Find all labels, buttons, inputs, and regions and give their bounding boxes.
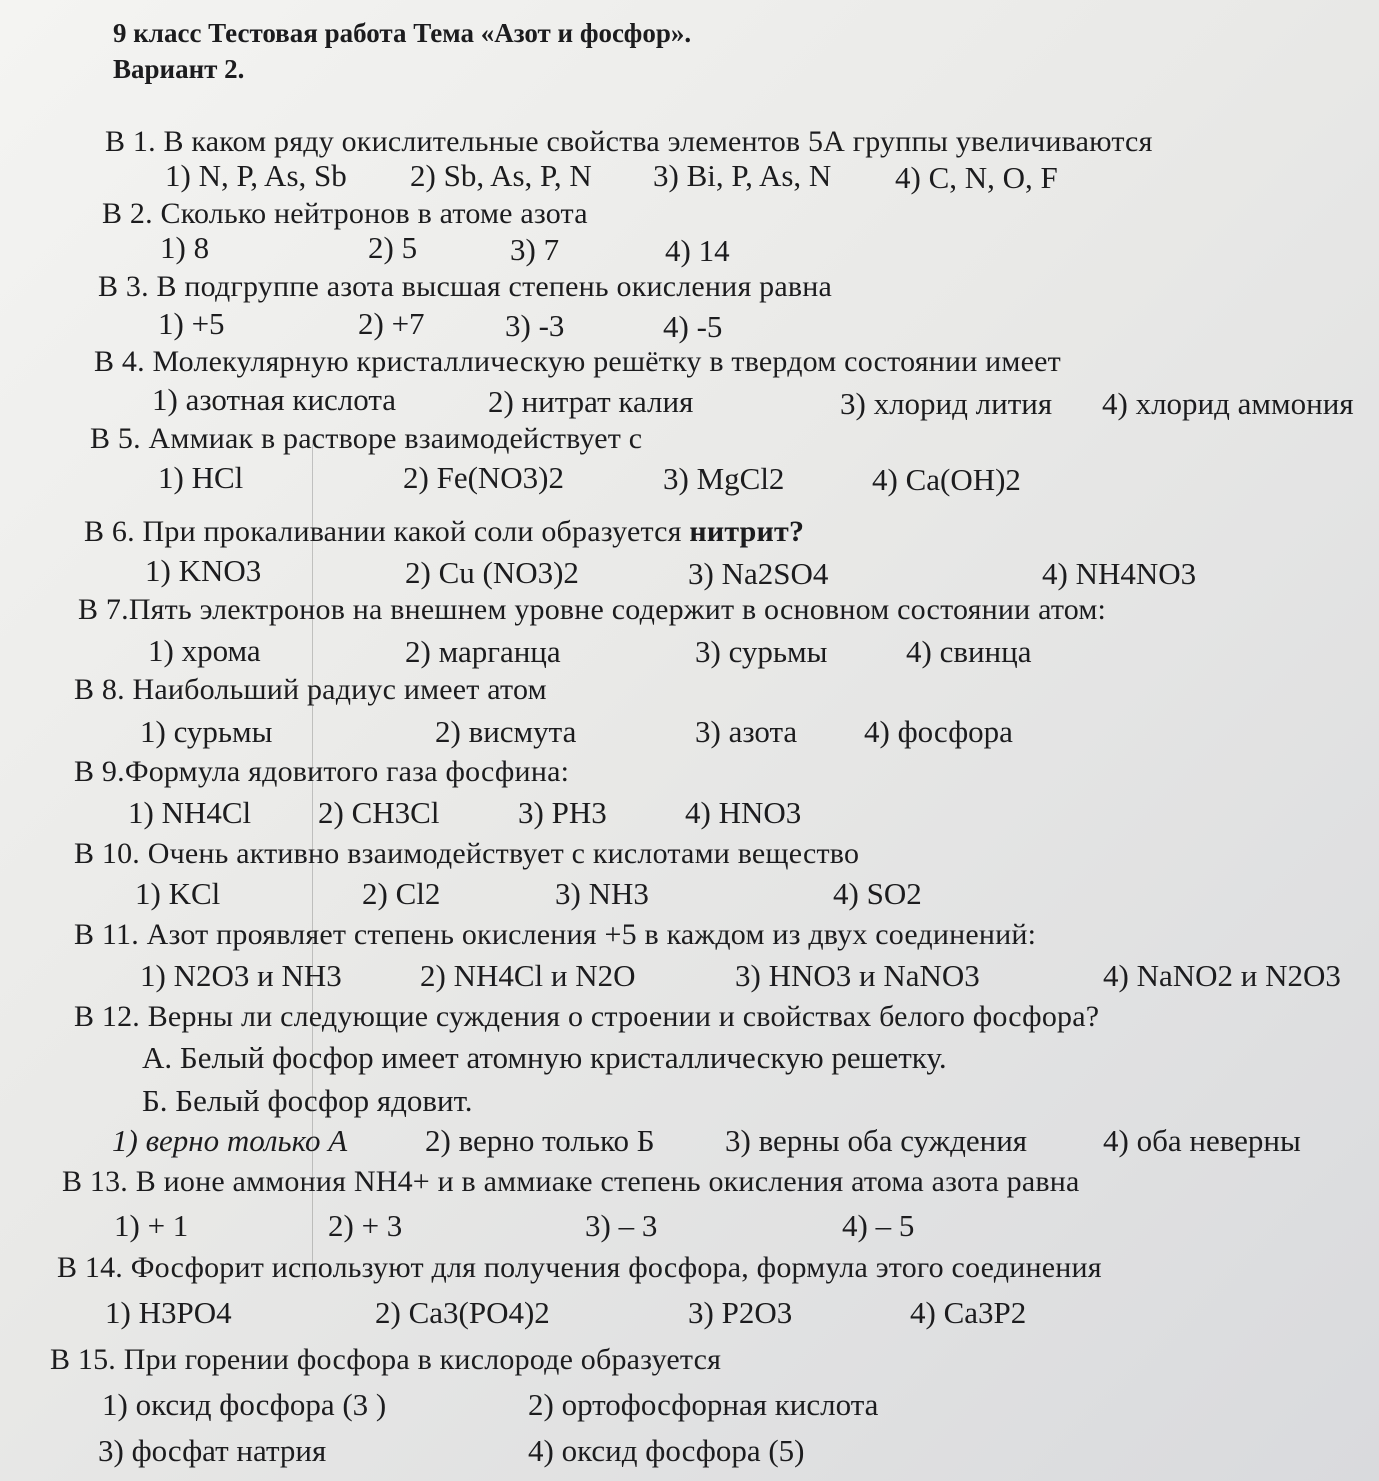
question-text: Пять электронов на внешнем уровне содержит в основном состоянии атом: (128, 593, 1107, 626)
option: 4) -5 (663, 309, 723, 344)
question-text: Наибольший радиус имеет атом (132, 673, 547, 706)
option: 4) NaNO2 и N2O3 (1103, 958, 1341, 993)
option: 2) Sb, As, P, N (410, 158, 592, 193)
option: 1) 8 (160, 230, 210, 265)
question-number: В 4. (94, 345, 145, 378)
option: 4) оксид фосфора (5) (528, 1433, 805, 1468)
question-text: Молекулярную кристаллическую решётку в твердом состоянии имеет (152, 345, 1061, 378)
option: 2) NH4Cl и N2O (420, 958, 636, 993)
question-8 (74, 673, 547, 707)
variant-label: Вариант 2. (113, 54, 245, 84)
option: 2) Fe(NO3)2 (403, 460, 564, 495)
question-number: В 15. (50, 1343, 117, 1376)
question-12 (74, 1000, 1099, 1034)
question-text: В каком ряду окислительные свойства элементов 5А группы увеличиваются (163, 125, 1153, 158)
option: 2) верно только Б (425, 1123, 655, 1158)
option: 2) ортофосфорная кислота (528, 1387, 879, 1422)
option: 3) Bi, P, As, N (653, 158, 832, 193)
option: 2) +7 (358, 306, 425, 341)
paper-fold-line (312, 440, 313, 1280)
question-text: Очень активно взаимодействует с кислотами вещество (147, 837, 860, 870)
option: 3) MgCl2 (663, 461, 785, 496)
question-number: В 6. (84, 515, 135, 548)
question-number: В 3. (98, 270, 149, 303)
option: 4) Ca3P2 (910, 1295, 1027, 1330)
statement-b: Б. Белый фосфор ядовит. (142, 1083, 473, 1118)
question-text: Фосфорит используют для получения фосфора, формула этого соединения (130, 1251, 1102, 1284)
question-text: В подгруппе азота высшая степень окисления равна (156, 270, 832, 303)
question-9 (74, 755, 569, 789)
option: 3) -3 (505, 308, 565, 343)
question-text: Сколько нейтронов в атоме азота (160, 197, 588, 230)
option: 3) P2O3 (688, 1295, 793, 1330)
option: 2) Cu (NO3)2 (405, 555, 579, 590)
question-13 (62, 1165, 1080, 1199)
option: 2) марганца (405, 634, 561, 669)
option: 4) NH4NO3 (1042, 556, 1197, 591)
option: 2) 5 (368, 230, 418, 265)
question-number: В 2. (102, 197, 153, 230)
question-text: Верны ли следующие суждения о строении и свойствах белого фосфора? (147, 1000, 1100, 1033)
option: 1) + 1 (114, 1208, 189, 1243)
question-text: Азот проявляет степень окисления +5 в каждом из двух соединений: (146, 918, 1037, 951)
test-title: 9 класс Тестовая работа Тема «Азот и фосфор». (113, 18, 692, 48)
option: 3) HNO3 и NaNO3 (735, 958, 980, 993)
question-number: В 8. (74, 673, 125, 706)
question-number: В 5. (90, 422, 141, 455)
option: 2) Cl2 (362, 876, 441, 911)
option: 1) оксид фосфора (3 ) (102, 1387, 387, 1422)
option: 4) фосфора (864, 714, 1013, 749)
question-number: В 7. (78, 593, 129, 626)
question-11 (74, 918, 1036, 952)
question-text: При горении фосфора в кислороде образуется (123, 1343, 722, 1376)
question-text: Формула ядовитого газа фосфина: (124, 755, 570, 788)
option: 4) SO2 (833, 876, 922, 911)
option: 3) 7 (510, 232, 560, 267)
statement-a: А. Белый фосфор имеет атомную кристаллическую решетку. (142, 1040, 947, 1075)
option: 1) KCl (135, 876, 221, 911)
question-text: При прокаливании какой соли образуется (142, 515, 690, 548)
option: 3) азота (695, 714, 798, 749)
option: 3) NH3 (555, 876, 649, 911)
option: 3) фосфат натрия (98, 1433, 327, 1468)
question-6 (84, 515, 804, 549)
question-7 (78, 593, 1106, 627)
question-number: В 1. (105, 125, 156, 158)
option: 1) KNO3 (145, 553, 262, 588)
question-2 (102, 197, 588, 231)
question-10 (74, 837, 859, 871)
question-number: В 12. (74, 1000, 141, 1033)
question-5 (90, 422, 642, 456)
option: 4) хлорид аммония (1102, 386, 1354, 421)
option: 4) – 5 (842, 1208, 915, 1243)
question-14 (57, 1251, 1102, 1285)
question-number: В 11. (74, 918, 139, 951)
option: 3) Na2SO4 (688, 556, 829, 591)
option: 3) – 3 (585, 1208, 658, 1243)
option: 1) H3PO4 (105, 1295, 232, 1330)
option: 4) свинца (906, 634, 1032, 669)
option: 2) + 3 (328, 1208, 403, 1243)
option: 3) хлорид лития (840, 386, 1053, 421)
option: 3) сурьмы (695, 634, 828, 669)
option: 1) HCl (158, 460, 244, 495)
option: 1) N, P, As, Sb (165, 158, 347, 193)
option: 1) +5 (158, 306, 225, 341)
question-4 (94, 345, 1061, 379)
option: 3) верны оба суждения (725, 1123, 1028, 1158)
question-number: В 10. (74, 837, 141, 870)
question-number: В 14. (57, 1251, 124, 1284)
option: 4) HNO3 (685, 795, 802, 830)
option: 1) сурьмы (140, 714, 273, 749)
option: 1) N2O3 и NH3 (140, 958, 342, 993)
question-15 (50, 1343, 721, 1377)
option: 4) Ca(OH)2 (872, 462, 1021, 497)
question-keyword: нитрит? (689, 515, 805, 548)
option: 1) верно только А (112, 1123, 348, 1158)
option: 4) 14 (665, 233, 730, 268)
option: 4) C, N, O, F (895, 160, 1058, 195)
option: 1) NH4Cl (128, 795, 252, 830)
question-text: В ионе аммония NH4+ и в аммиаке степень окисления атома азота равна (135, 1165, 1080, 1198)
option: 3) PH3 (518, 795, 607, 830)
option: 2) висмута (435, 714, 577, 749)
option: 1) азотная кислота (152, 382, 397, 417)
question-number: В 9. (74, 755, 125, 788)
option: 2) Ca3(PO4)2 (375, 1295, 550, 1330)
option: 1) хрома (148, 633, 261, 668)
question-number: В 13. (62, 1165, 129, 1198)
option: 4) оба неверны (1103, 1123, 1301, 1158)
option: 2) CH3Cl (318, 795, 440, 830)
question-text: Аммиак в растворе взаимодействует с (148, 422, 643, 455)
option: 2) нитрат калия (488, 384, 694, 419)
question-3 (98, 270, 832, 304)
question-1 (105, 125, 1153, 159)
